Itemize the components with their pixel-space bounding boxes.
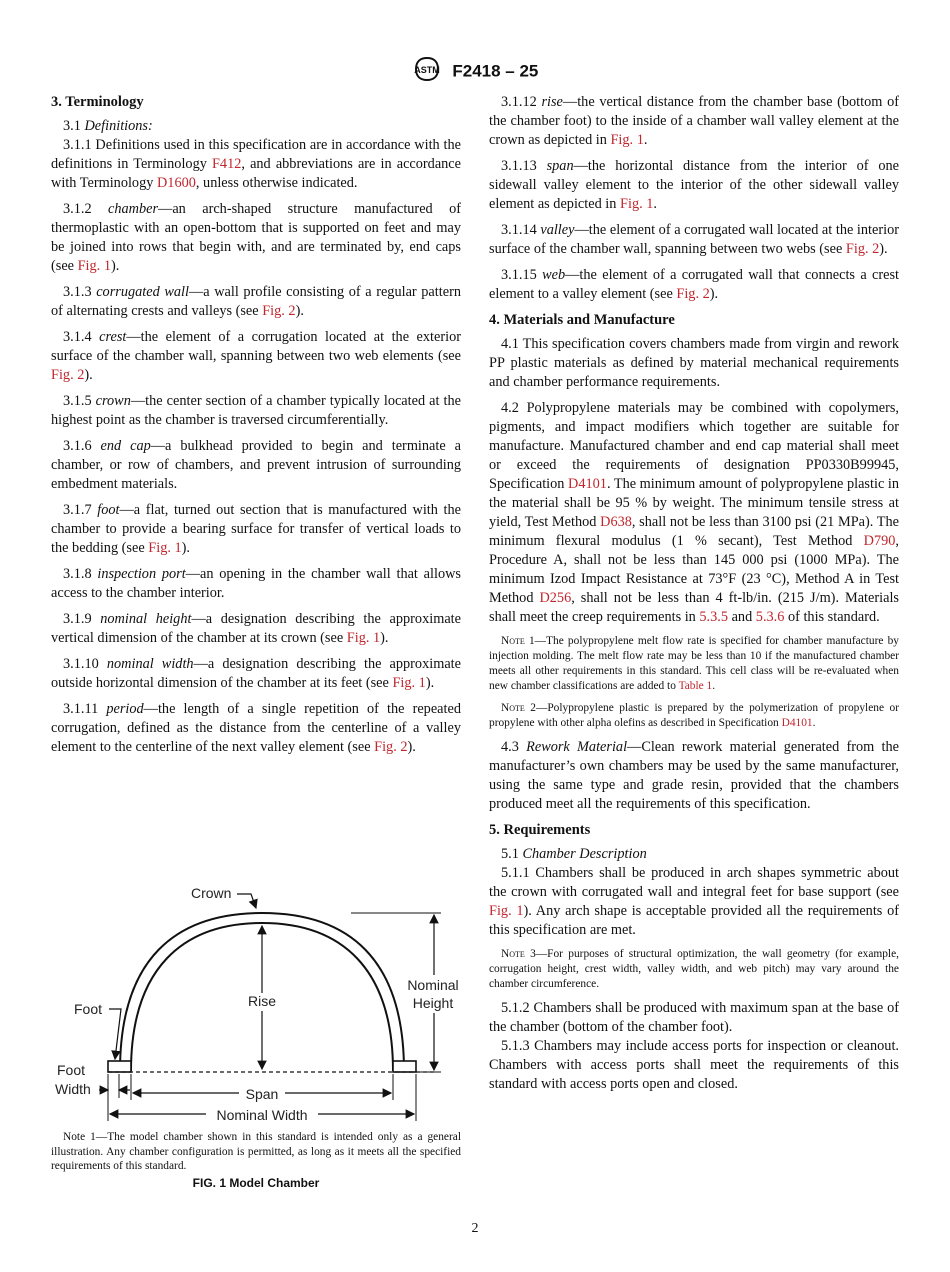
right-column — [489, 93, 899, 1101]
ref-d790-link[interactable]: D790 — [863, 533, 896, 549]
ref-d4101-link[interactable]: D4101 — [781, 717, 813, 729]
left-column — [51, 93, 461, 764]
para-5-1: 5.1 Chamber Description — [501, 846, 647, 862]
ref-d638-link[interactable]: D638 — [600, 514, 632, 530]
para-3-1-5: 3.1.5 crown—the center section of a chamber typically located at the highest point as the chamber is traversed circumferentially. — [51, 393, 461, 428]
figure-1-title: FIG. 1 Model Chamber — [192, 1175, 320, 1190]
ref-fig1-link[interactable]: Fig. 1 — [77, 258, 111, 274]
ref-fig2-link[interactable]: Fig. 2 — [845, 241, 880, 257]
ref-fig1-link[interactable]: Fig. 1 — [392, 675, 426, 691]
para-3-1-2: 3.1.2 chamber—an arch-shaped structure manufactured of thermoplastic with an open-bottom that is supported on feet and may be joined into rows that begin with, and are terminated by, end caps (see Fig. 1). — [51, 201, 461, 274]
section-3-heading: 3. Terminology — [51, 94, 144, 110]
para-3-1-13: 3.1.13 span—the horizontal distance from the interior of one sidewall valley element to the interior of the other sidewall valley element as depicted in Fig. 1. — [489, 158, 899, 212]
para-3-1-8: 3.1.8 inspection port—an opening in the chamber wall that allows access to the chamber interior. — [51, 566, 461, 601]
para-3-1-14: 3.1.14 valley—the element of a corrugated wall located at the interior surface of the chamber wall, spanning between two webs (see Fig. 2). — [489, 222, 899, 257]
ref-fig2-link[interactable]: Fig. 2 — [676, 286, 710, 302]
crown-label: Crown — [191, 885, 232, 901]
section-4-heading: 4. Materials and Manufacture — [489, 312, 675, 328]
para-4-1: 4.1 This specification covers chambers made from virgin and rework PP plastic materials as defined by material mechanical requirements and chamber performance requirements. — [489, 336, 899, 390]
para-3-1-4: 3.1.4 crest—the element of a corrugation located at the exterior surface of the chamber wall, spanning between two web elements (see Fig. 2). — [51, 329, 461, 383]
model-chamber-diagram — [51, 878, 461, 1126]
figure-1 — [51, 878, 461, 1190]
rise-label: Rise — [247, 993, 277, 1009]
para-4-3: 4.3 Rework Material—Clean rework material generated from the manufacturer’s own chambers may be used by the same manufacturer, using the same type and grade resin, provided that the chambers produced meet all the requirements of this specification. — [489, 739, 899, 812]
nominal-height-label-2: Height — [412, 995, 454, 1011]
para-4-2: 4.2 Polypropylene materials may be combined with copolymers, pigments, and impact modifiers which together are suitable for manufacture. Manufactured chamber and end cap material shall meet or exceed the requirements of designation PP0330B99945, Specification D4101. The minimum amount of polypropylene plastic in the material shall be 95 % by weight. The minimum tensile stress at yield, Test Method D638, shall not be less than 3100 psi (21 MPa). The minimum flexural modulus (1 % secant), Test Method D790, Procedure A, shall not be less than 145 000 psi (1000 MPa). The minimum Izod Impact Resistance at 73°F (23 °C), Method A in Test Method D256, shall not be less than 4 ft-lb/in. (215 J/m). Materials shall meet the creep requirements in 5.3.5 and 5.3.6 of this standard. — [489, 400, 900, 625]
para-3-1-1: 3.1.1 Definitions used in this specification are in accordance with the definitions in Terminology F412, and abbreviations are in accordance with Terminology D1600, unless otherwise indicated. — [51, 137, 461, 191]
nominal-width-label: Nominal Width — [216, 1107, 308, 1123]
note-1: Note 1—The polypropylene melt flow rate is specified for chamber manufacture by injection molding. The melt flow rate may be less than 10 if the manufactured chamber meets all other requirements in this standard. This cell class will be re-evaluated when new chamber classifications are added to Table 1. — [489, 635, 899, 692]
para-5-1-3: 5.1.3 Chambers may include access ports for inspection or cleanout. Chambers with access ports shall meet the requirements of this standard with access ports open and closed. — [489, 1038, 899, 1092]
para-3-1-10: 3.1.10 nominal width—a designation describing the approximate outside horizontal dimension of the chamber at its feet (see Fig. 1). — [51, 656, 461, 691]
para-5-1-2: 5.1.2 Chambers shall be produced with maximum span at the base of the chamber (bottom of the chamber foot). — [489, 1000, 899, 1035]
astm-logo — [412, 56, 442, 87]
ref-f412-link[interactable]: F412 — [211, 156, 242, 172]
crown-leader — [237, 894, 256, 908]
para-3-1: 3.1 Definitions: — [63, 118, 153, 134]
span-label: Span — [245, 1086, 279, 1102]
para-5-1-1: 5.1.1 Chambers shall be produced in arch shapes symmetric about the crown with corrugated wall and integral feet for base support (see Fig. 1). Any arch shape is acceptable provided all the requirements of this specification are met. — [489, 865, 899, 938]
foot-width-label-2: Width — [55, 1081, 91, 1097]
standard-designation: F2418 – 25 — [452, 61, 539, 81]
ref-fig2-link[interactable]: Fig. 2 — [374, 739, 408, 755]
ref-fig1-link[interactable]: Fig. 1 — [620, 196, 654, 212]
para-3-1-7: 3.1.7 foot—a flat, turned out section that is manufactured with the chamber to provide a bearing surface for transfer of vertical loads to the bedding (see Fig. 1). — [51, 502, 461, 556]
foot-leader — [109, 1009, 121, 1059]
para-3-1-11: 3.1.11 period—the length of a single repetition of the repeated corrugation, defined as the distance from the centerline of a valley element to the centerline of the next valley element (see Fig. 2). — [51, 701, 461, 755]
para-3-1-9: 3.1.9 nominal height—a designation describing the approximate vertical dimension of the chamber at its crown (see Fig. 1). — [51, 611, 461, 646]
note-3: Note 3—For purposes of structural optimization, the wall geometry (for example, corrugation height, crest width, valley width, and web pitch) may vary around the chamber circumference. — [489, 948, 899, 990]
ref-5-3-5-link[interactable]: 5.3.5 — [699, 609, 728, 625]
para-3-1-12: 3.1.12 rise—the vertical distance from the chamber base (bottom of the chamber foot) to the inside of a chamber wall valley element at the crown as depicted in Fig. 1. — [489, 94, 899, 148]
ref-d4101-link[interactable]: D4101 — [568, 476, 607, 492]
ref-fig1-link[interactable]: Fig. 1 — [610, 132, 644, 148]
note-2: Note 2—Polypropylene plastic is prepared by the polymerization of propylene or propylene with other alpha olefins as described in Specification D4101. — [489, 702, 899, 729]
figure-1-note: Note 1—The model chamber shown in this standard is intended only as a general illustration. Any chamber configuration is permitted, as long as it meets all the specified requirements of this standard. — [51, 1131, 461, 1172]
ref-fig1-link[interactable]: Fig. 1 — [148, 540, 182, 556]
nominal-height-label: Nominal — [407, 977, 459, 993]
ref-d256-link[interactable]: D256 — [539, 590, 572, 606]
ref-fig1-link[interactable]: Fig. 1 — [489, 903, 524, 919]
ref-fig1-link[interactable]: Fig. 1 — [346, 630, 381, 646]
page-header — [0, 56, 950, 87]
para-3-1-15: 3.1.15 web—the element of a corrugated wall that connects a crest element to a valley element (see Fig. 2). — [489, 267, 899, 302]
para-3-1-6: 3.1.6 end cap—a bulkhead provided to begin and terminate a chamber, or row of chambers, and prevent intrusion of surrounding embedment materials. — [51, 438, 461, 492]
foot-label: Foot — [74, 1001, 103, 1017]
chamber-foot-left — [108, 1061, 131, 1072]
ref-table1-link[interactable]: Table 1 — [678, 680, 713, 692]
foot-width-label: Foot — [57, 1062, 86, 1078]
para-3-1-3: 3.1.3 corrugated wall—a wall profile consisting of a regular pattern of alternating crests and valleys (see Fig. 2). — [51, 284, 461, 319]
page-number: 2 — [471, 1221, 479, 1236]
chamber-foot-right — [393, 1061, 416, 1072]
ref-fig2-link[interactable]: Fig. 2 — [262, 303, 296, 319]
section-5-heading: 5. Requirements — [489, 822, 591, 838]
ref-d1600-link[interactable]: D1600 — [156, 175, 196, 191]
ref-fig2-link[interactable]: Fig. 2 — [51, 367, 85, 383]
ref-5-3-6-link[interactable]: 5.3.6 — [755, 609, 785, 625]
svg-text:ASTM: ASTM — [413, 65, 440, 75]
